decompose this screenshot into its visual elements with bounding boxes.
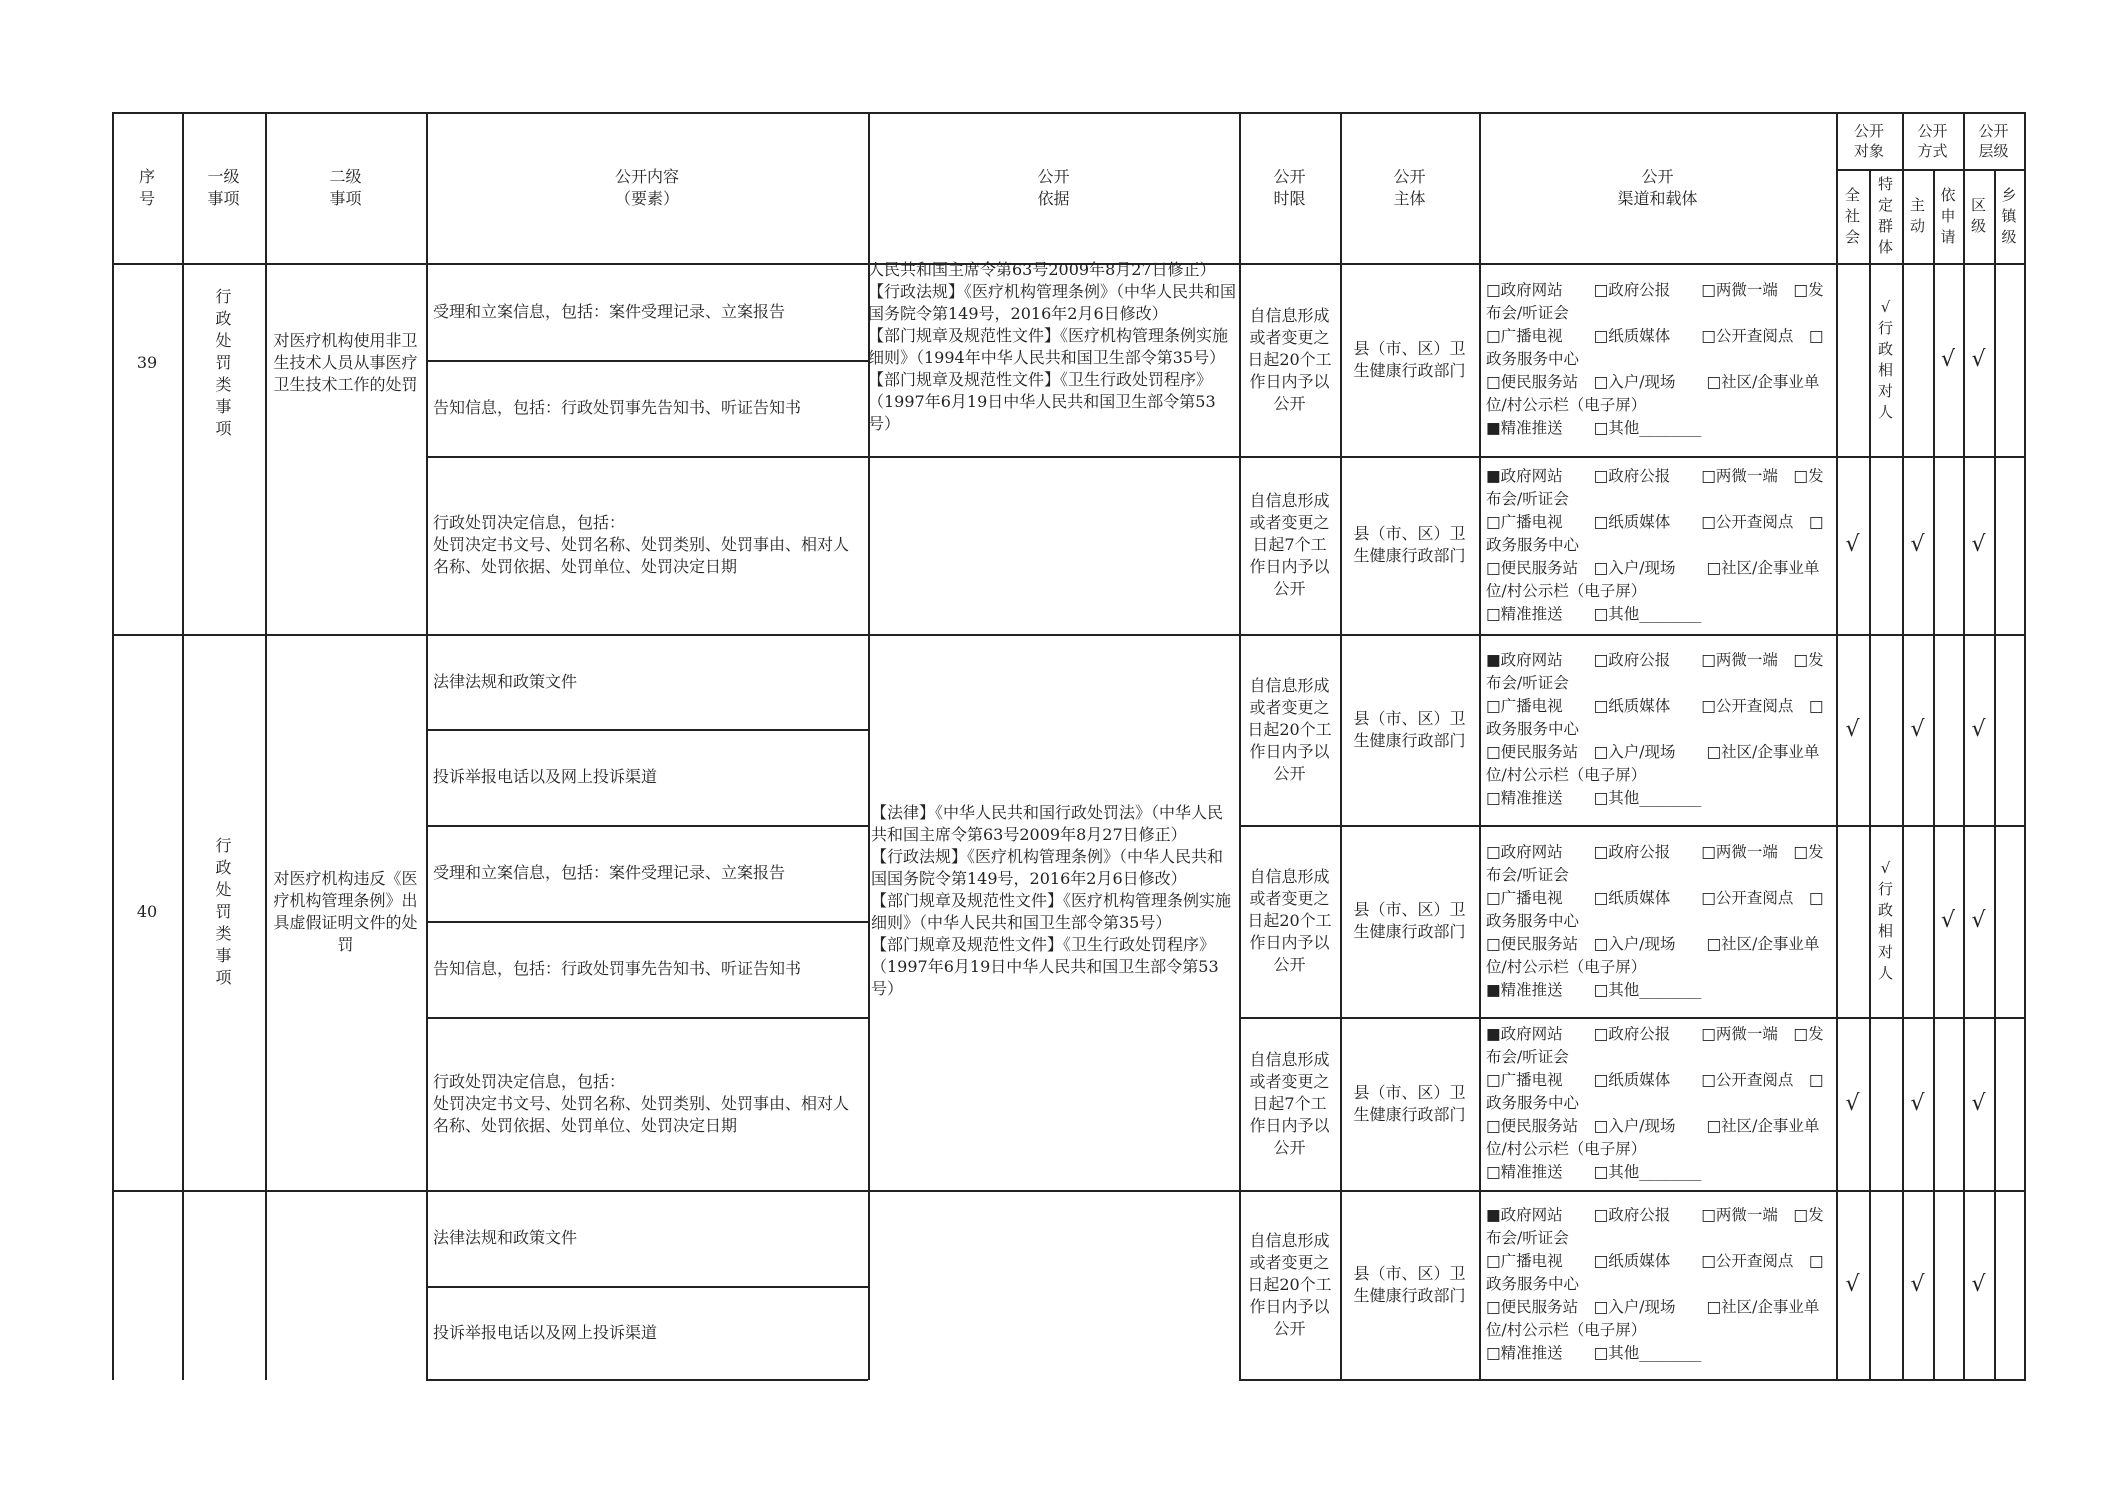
content-41-law: 法律法规和政策文件 — [433, 1228, 578, 1247]
obj-specific-39-a: √ 行政相对人 — [1877, 297, 1893, 421]
check-request-40-b: √ — [1940, 908, 1956, 933]
check-active-40-a: √ — [1910, 716, 1925, 742]
check-district-40-c: √ — [1971, 1090, 1986, 1116]
deadline-40-b: 自信息形成或者变更之日起20个工作日内予以公开 — [1247, 867, 1332, 974]
subject-39-b: 县（市、区）卫生健康行政部门 — [1353, 524, 1466, 565]
subject-40-c: 县（市、区）卫生健康行政部门 — [1353, 1082, 1466, 1124]
subject-41-a: 县（市、区）卫生健康行政部门 — [1353, 1263, 1466, 1305]
check-all-39-b: √ — [1845, 532, 1860, 557]
rule-right — [2024, 112, 2026, 1380]
header-obj-all: 全社会 — [1844, 185, 1860, 246]
check-district-40-a: √ — [1971, 716, 1986, 742]
check-request-39-a: √ — [1940, 346, 1956, 372]
content-39-notice: 告知信息，包括：行政处罚事先告知书、听证告知书 — [433, 398, 802, 417]
header-level-district: 区级 — [1970, 196, 1986, 235]
check-active-41-a: √ — [1910, 1271, 1925, 1297]
header-level1: 一级 事项 — [207, 166, 240, 208]
check-district-39-b: √ — [1971, 532, 1986, 557]
rule-col-level — [1994, 169, 1996, 1380]
header-content: 公开内容 （要素） — [614, 166, 679, 208]
check-district-40-b: √ — [1971, 908, 1986, 933]
header-object-group: 公开 对象 — [1853, 121, 1884, 160]
content-40-complaint: 投诉举报电话以及网上投诉渠道 — [433, 767, 658, 786]
deadline-40-a: 自信息形成或者变更之日起20个工作日内予以公开 — [1247, 675, 1332, 783]
content-40-accept: 受理和立案信息，包括：案件受理记录、立案报告 — [433, 863, 786, 882]
obj-specific-40-b: √ 行政相对人 — [1877, 859, 1893, 982]
header-obj-specific: 特定群体 — [1877, 175, 1893, 256]
deadline-39-b: 自信息形成或者变更之日起7个工作日内予以公开 — [1249, 491, 1330, 598]
rule-bottom-right — [1239, 1379, 2026, 1381]
level1-39: 行政处罚类事项 — [215, 287, 232, 438]
content-41-complaint: 投诉举报电话以及网上投诉渠道 — [433, 1322, 658, 1342]
header-channel: 公开 渠道和载体 — [1617, 166, 1698, 208]
basis-40: 【法律】《中华人民共和国行政处罚法》（中华人民共和国主席令第63号2009年8月27日修正） 【行政法规】《医疗机构管理条例》（中华人民共和国国务院令第149号，2016年2月6日修改） 【部门规章及规范性文件】《医疗机构管理条例实施细则》（中华人民共和国卫生部令第35号） 【部门规章及规范性文件】《卫生行政处罚程序》（1997年6月19日中华人民共和国卫生部令第53号） — [871, 803, 1232, 998]
check-active-39-b: √ — [1910, 532, 1925, 557]
header-level-group: 公开 层级 — [1978, 121, 2009, 160]
check-all-40-a: √ — [1845, 716, 1860, 742]
channel-40-b: □政府网站 □政府公报 □两微一端 □发布会/听证会 □广播电视 □纸质媒体 □公开查阅点 □政务服务中心 □便民服务站 □入户/现场 □社区/企事业单位/村公示栏（电子屏） ■精准推送 □其他________ — [1486, 842, 1824, 999]
content-40-notice: 告知信息，包括：行政处罚事先告知书、听证告知书 — [433, 959, 802, 978]
level2-39: 对医疗机构使用非卫生技术人员从事医疗卫生技术工作的处罚 — [273, 331, 418, 394]
content-40-law: 法律法规和政策文件 — [433, 671, 578, 691]
subject-39-a: 县（市、区）卫生健康行政部门 — [1353, 338, 1466, 380]
channel-40-c: ■政府网站 □政府公报 □两微一端 □发布会/听证会 □广播电视 □纸质媒体 □公开查阅点 □政务服务中心 □便民服务站 □入户/现场 □社区/企事业单位/村公示栏（电子屏） □精准推送 □其他________ — [1486, 1025, 1824, 1181]
deadline-41-a: 自信息形成或者变更之日起20个工作日内予以公开 — [1247, 1230, 1332, 1338]
channel-39-b: ■政府网站 □政府公报 □两微一端 □发布会/听证会 □广播电视 □纸质媒体 □公开查阅点 □政务服务中心 □便民服务站 □入户/现场 □社区/企事业单位/村公示栏（电子屏） □精准推送 □其他________ — [1486, 466, 1824, 623]
content-40-decision: 行政处罚决定信息，包括： 处罚决定书文号、处罚名称、处罚类别、处罚事由、相对人名称、处罚依据、处罚单位、处罚决定日期 — [433, 1071, 850, 1135]
content-39-accept: 受理和立案信息，包括：案件受理记录、立案报告 — [433, 301, 786, 321]
header-level-town: 乡镇级 — [2001, 185, 2017, 246]
subject-40-a: 县（市、区）卫生健康行政部门 — [1353, 708, 1466, 750]
header-method-request: 依申请 — [1940, 185, 1956, 246]
level2-40: 对医疗机构违反《医疗机构管理条例》出具虚假证明文件的处罚 — [273, 869, 418, 954]
header-seq: 序 号 — [138, 166, 155, 208]
check-district-39-a: √ — [1971, 346, 1986, 372]
subject-40-b: 县（市、区）卫生健康行政部门 — [1353, 900, 1466, 941]
seq-40: 40 — [136, 902, 158, 921]
channel-39-a: □政府网站 □政府公报 □两微一端 □发布会/听证会 □广播电视 □纸质媒体 □公开查阅点 □政务服务中心 □便民服务站 □入户/现场 □社区/企事业单位/村公示栏（电子屏） ■精准推送 □其他________ — [1486, 281, 1824, 437]
disclosure-table — [112, 112, 2026, 1380]
header-deadline: 公开 时限 — [1273, 166, 1306, 208]
header-method-group: 公开 方式 — [1917, 121, 1948, 160]
level1-40: 行政处罚类事项 — [215, 836, 232, 987]
header-subject: 公开 主体 — [1393, 166, 1426, 208]
content-39-decision: 行政处罚决定信息，包括： 处罚决定书文号、处罚名称、处罚类别、处罚事由、相对人名称、处罚依据、处罚单位、处罚决定日期 — [433, 513, 850, 576]
header-method-active: 主动 — [1909, 196, 1925, 235]
header-level2: 二级 事项 — [329, 166, 362, 208]
check-active-40-c: √ — [1910, 1090, 1925, 1116]
check-all-41-a: √ — [1845, 1271, 1860, 1297]
rule-bottom-content — [426, 1379, 868, 1381]
deadline-40-c: 自信息形成或者变更之日起7个工作日内予以公开 — [1249, 1049, 1330, 1157]
basis-39: 人民共和国主席令第63号2009年8月27日修正） 【行政法规】《医疗机构管理条例》（中华人民共和国国务院令第149号，2016年2月6日修改） 【部门规章及规范性文件】《医疗机构管理条例实施细则》（1994年中华人民共和国卫生部令第35号） 【部门规章及规范性文件】《卫生行政处罚程序》（1997年6月19日中华人民共和国卫生部令第53号） — [868, 260, 1237, 433]
check-district-41-a: √ — [1971, 1271, 1986, 1297]
deadline-39-a: 自信息形成或者变更之日起20个工作日内予以公开 — [1247, 305, 1332, 413]
seq-39: 39 — [136, 353, 158, 372]
header-basis: 公开 依据 — [1037, 166, 1070, 208]
channel-40-a: ■政府网站 □政府公报 □两微一端 □发布会/听证会 □广播电视 □纸质媒体 □公开查阅点 □政务服务中心 □便民服务站 □入户/现场 □社区/企事业单位/村公示栏（电子屏） □精准推送 □其他________ — [1486, 651, 1824, 807]
check-all-40-c: √ — [1845, 1090, 1860, 1116]
channel-41-a: ■政府网站 □政府公报 □两微一端 □发布会/听证会 □广播电视 □纸质媒体 □公开查阅点 □政务服务中心 □便民服务站 □入户/现场 □社区/企事业单位/村公示栏（电子屏） □精准推送 □其他________ — [1486, 1206, 1824, 1362]
